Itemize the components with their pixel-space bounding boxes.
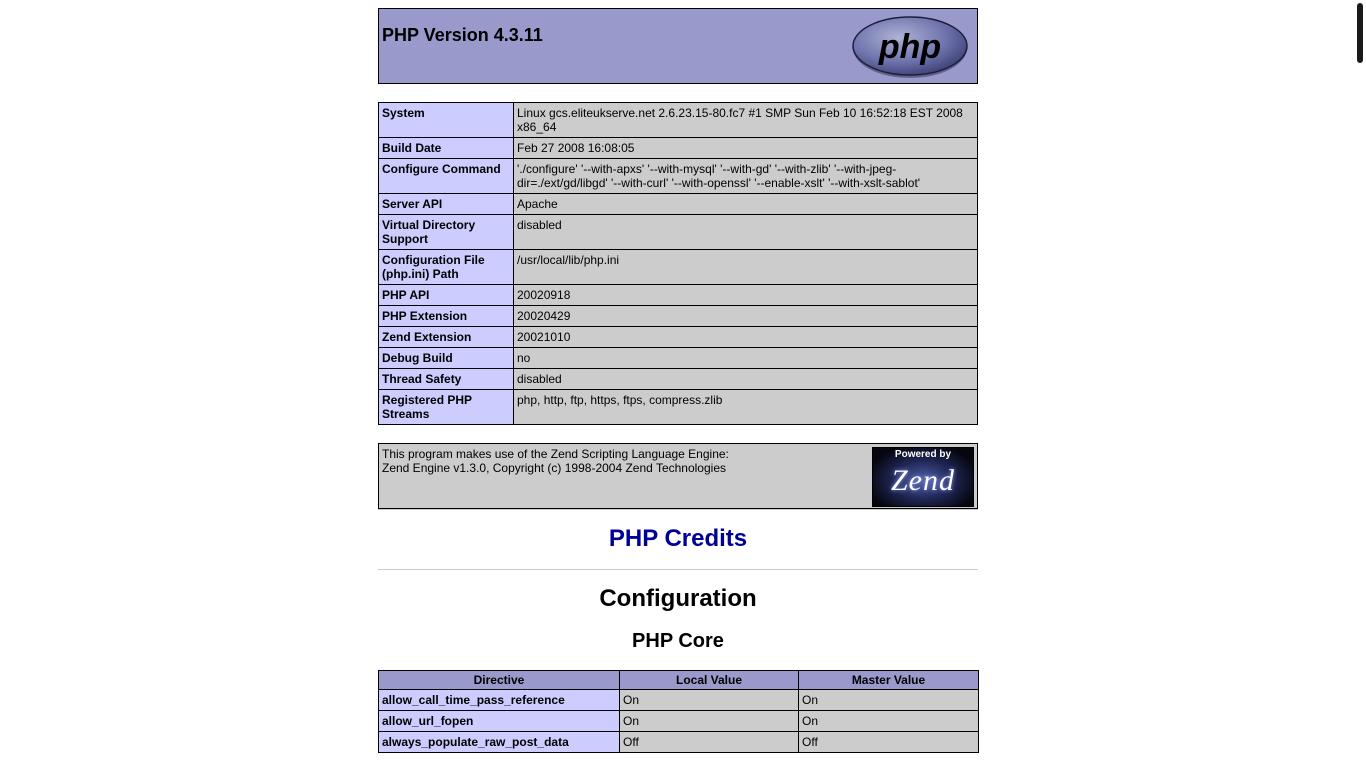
master-value: Off bbox=[799, 732, 979, 753]
zend-logo-icon[interactable] bbox=[872, 447, 974, 507]
info-value: Feb 27 2008 16:08:05 bbox=[514, 138, 978, 159]
table-row bbox=[379, 285, 978, 306]
info-label: Build Date bbox=[379, 138, 514, 159]
table-header-row bbox=[379, 671, 979, 690]
column-header-directive: Directive bbox=[379, 671, 620, 690]
php-credits-link[interactable]: PHP Credits bbox=[608, 525, 748, 552]
master-value: On bbox=[799, 690, 979, 711]
table-row bbox=[379, 138, 978, 159]
info-label: Zend Extension bbox=[379, 327, 514, 348]
info-value: disabled bbox=[514, 215, 978, 250]
directive-name: allow_call_time_pass_reference bbox=[379, 690, 620, 711]
table-row bbox=[379, 390, 978, 425]
php-logo-icon bbox=[851, 15, 969, 79]
zend-info-cell bbox=[379, 444, 978, 509]
table-row bbox=[379, 732, 979, 753]
local-value: On bbox=[620, 690, 799, 711]
info-label: PHP API bbox=[379, 285, 514, 306]
local-value: On bbox=[620, 711, 799, 732]
zend-line-1: This program makes use of the Zend Scripting Language Engine: bbox=[382, 447, 729, 461]
php-core-heading: PHP Core bbox=[632, 630, 724, 652]
info-value: 20021010 bbox=[514, 327, 978, 348]
table-row bbox=[379, 250, 978, 285]
table-row bbox=[379, 369, 978, 390]
info-value: Apache bbox=[514, 194, 978, 215]
directive-name: allow_url_fopen bbox=[379, 711, 620, 732]
info-label: Server API bbox=[379, 194, 514, 215]
page-title: PHP Version 4.3.11 bbox=[382, 25, 543, 45]
php-core-table bbox=[378, 670, 979, 753]
table-row bbox=[379, 711, 979, 732]
zend-line-2: Zend Engine v1.3.0, Copyright (c) 1998-2004 Zend Technologies bbox=[382, 461, 726, 475]
table-row bbox=[379, 690, 979, 711]
vertical-scrollbar[interactable] bbox=[1357, 3, 1363, 63]
credits-heading bbox=[378, 510, 978, 569]
phpinfo-page bbox=[378, 8, 978, 753]
info-label: PHP Extension bbox=[379, 306, 514, 327]
version-header-cell bbox=[379, 9, 978, 84]
info-label: Virtual Directory Support bbox=[379, 215, 514, 250]
version-header bbox=[378, 8, 978, 84]
column-header-local-value: Local Value bbox=[620, 671, 799, 690]
column-header-master-value: Master Value bbox=[799, 671, 979, 690]
master-value: On bbox=[799, 711, 979, 732]
info-label: System bbox=[379, 103, 514, 138]
info-value: 20020429 bbox=[514, 306, 978, 327]
info-label: Thread Safety bbox=[379, 369, 514, 390]
system-info-table bbox=[378, 102, 978, 425]
zend-info-box bbox=[378, 443, 978, 509]
info-value: 20020918 bbox=[514, 285, 978, 306]
info-label: Debug Build bbox=[379, 348, 514, 369]
zend-logo-word: Zend bbox=[891, 464, 955, 497]
table-row bbox=[379, 194, 978, 215]
directive-name: always_populate_raw_post_data bbox=[379, 732, 620, 753]
table-row bbox=[379, 306, 978, 327]
info-value: /usr/local/lib/php.ini bbox=[514, 250, 978, 285]
table-row bbox=[379, 215, 978, 250]
local-value: Off bbox=[620, 732, 799, 753]
table-row bbox=[379, 327, 978, 348]
configuration-heading: Configuration bbox=[599, 585, 757, 612]
table-row bbox=[379, 348, 978, 369]
table-row bbox=[379, 103, 978, 138]
table-row bbox=[379, 159, 978, 194]
info-label: Registered PHP Streams bbox=[379, 390, 514, 425]
zend-logo-powered: Powered by bbox=[894, 449, 952, 460]
info-value: Linux gcs.eliteukserve.net 2.6.23.15-80.fc7 #1 SMP Sun Feb 10 16:52:18 EST 2008 x86_64 bbox=[514, 103, 978, 138]
info-label: Configuration File (php.ini) Path bbox=[379, 250, 514, 285]
php-logo-text: php bbox=[878, 28, 942, 66]
info-value: './configure' '--with-apxs' '--with-mysql' '--with-gd' '--with-zlib' '--with-jpeg-dir=./ext/gd/libgd' '--with-curl' '--with-openssl' '--enable-xslt' '--with-xslt-sablot' bbox=[514, 159, 978, 194]
info-value: php, http, ftp, https, ftps, compress.zlib bbox=[514, 390, 978, 425]
info-label: Configure Command bbox=[379, 159, 514, 194]
info-value: disabled bbox=[514, 369, 978, 390]
info-value: no bbox=[514, 348, 978, 369]
